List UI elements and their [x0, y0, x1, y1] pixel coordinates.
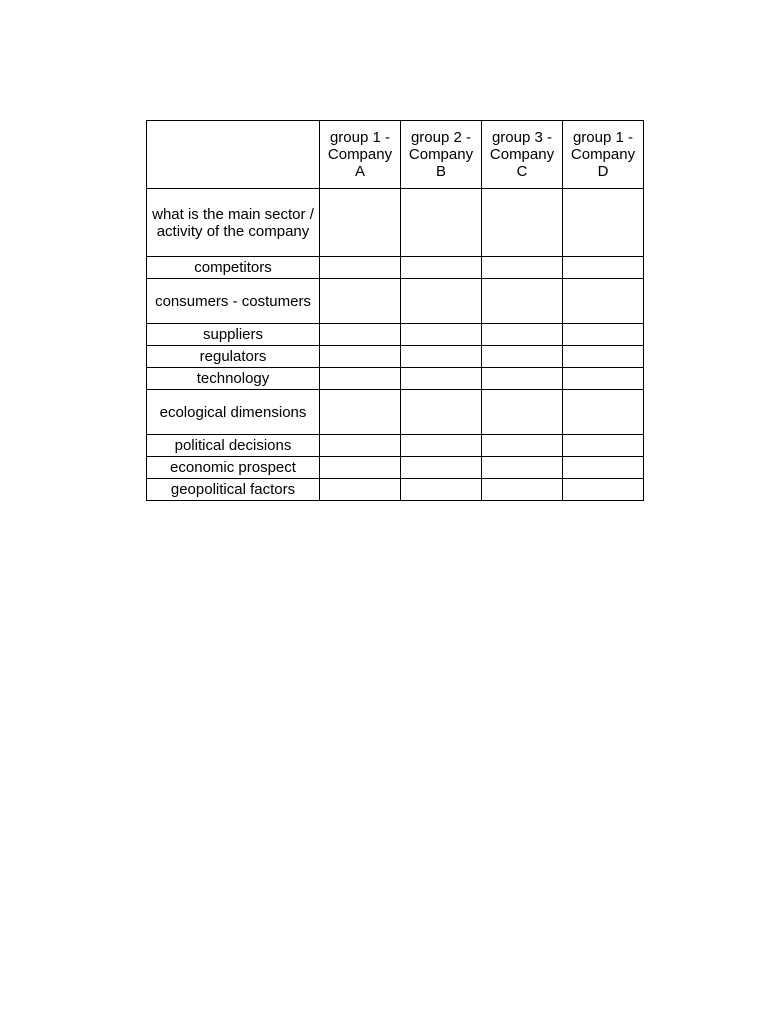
column-header-company-c: group 3 - Company C [482, 121, 563, 189]
table-cell [482, 479, 563, 501]
table-cell [401, 479, 482, 501]
column-header-company-d: group 1 - Company D [563, 121, 644, 189]
table-cell [563, 479, 644, 501]
table-cell [482, 189, 563, 257]
row-label: suppliers [147, 324, 320, 346]
table-row [147, 257, 644, 279]
row-label: competitors [147, 257, 320, 279]
table-cell [401, 390, 482, 435]
table-cell [563, 346, 644, 368]
table-cell [320, 324, 401, 346]
row-label: technology [147, 368, 320, 390]
table-cell [320, 390, 401, 435]
table-cell [482, 390, 563, 435]
column-header-company-b: group 2 - Company B [401, 121, 482, 189]
table-row [147, 479, 644, 501]
column-header-company-a: group 1 - Company A [320, 121, 401, 189]
table-cell [320, 435, 401, 457]
table-cell [320, 479, 401, 501]
table-row [147, 189, 644, 257]
table-row [147, 457, 644, 479]
row-label: consumers - costumers [147, 279, 320, 324]
table-cell [563, 324, 644, 346]
table-cell [320, 368, 401, 390]
table-cell [563, 368, 644, 390]
table-header-row [147, 121, 644, 189]
table-cell [482, 368, 563, 390]
table-row [147, 435, 644, 457]
table-row [147, 279, 644, 324]
table-cell [320, 189, 401, 257]
table-cell [401, 368, 482, 390]
row-label: economic prospect [147, 457, 320, 479]
table-cell [401, 435, 482, 457]
table-cell [482, 257, 563, 279]
table-cell [401, 257, 482, 279]
table-cell [563, 435, 644, 457]
row-label: what is the main sector / activity of the company [147, 189, 320, 257]
table-cell [563, 257, 644, 279]
table-cell [320, 457, 401, 479]
table-cell [482, 279, 563, 324]
table-cell [563, 189, 644, 257]
table-cell [482, 324, 563, 346]
table-cell [401, 324, 482, 346]
row-label: ecological dimensions [147, 390, 320, 435]
corner-cell [147, 121, 320, 189]
table-row [147, 324, 644, 346]
table-cell [401, 457, 482, 479]
table-cell [320, 279, 401, 324]
table-cell [320, 346, 401, 368]
table-cell [563, 390, 644, 435]
table-row [147, 390, 644, 435]
row-label: regulators [147, 346, 320, 368]
table-cell [320, 257, 401, 279]
table-cell [563, 457, 644, 479]
table-cell [401, 346, 482, 368]
row-label: political decisions [147, 435, 320, 457]
table-cell [401, 189, 482, 257]
table-cell [482, 457, 563, 479]
table-cell [482, 346, 563, 368]
row-label: geopolitical factors [147, 479, 320, 501]
table-row [147, 346, 644, 368]
table-cell [563, 279, 644, 324]
comparison-table [146, 120, 644, 501]
table-cell [401, 279, 482, 324]
table-cell [482, 435, 563, 457]
table-row [147, 368, 644, 390]
